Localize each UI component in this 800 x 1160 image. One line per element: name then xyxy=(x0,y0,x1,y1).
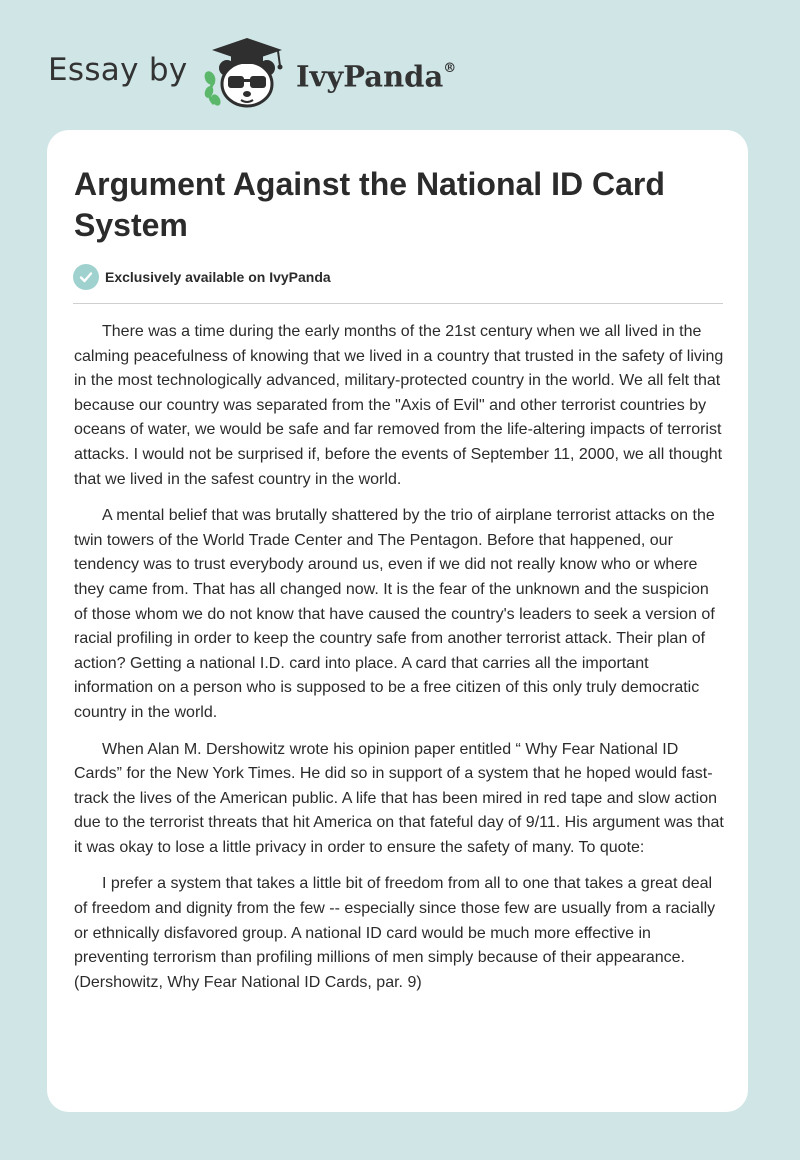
brand-name-text: IvyPanda xyxy=(296,59,444,94)
paragraph: A mental belief that was brutally shattered by the trio of airplane terrorist attacks on the twin towers of the World Trade Center and The Pentagon. Before that happened, our tendency was to trust everybody around us, even if we did not really know who or where they came from. That has all changed now. It is the fear of the unknown and the suspicion of those whom we do not know that have caused the country's leaders to seek a version of racial profiling in order to keep the country safe from another terrorist attack. Their plan of action? Getting a national I.D. card into place. A card that carries all the important information on a person who is supposed to be a free citizen of this only truly democratic country in the world. xyxy=(74,507,715,721)
page-title: Argument Against the National ID Card System xyxy=(74,166,665,243)
exclusive-badge xyxy=(73,263,331,291)
essay-by-label: Essay by xyxy=(48,52,188,88)
panda-graduate-logo-icon[interactable] xyxy=(200,34,292,110)
exclusive-badge-text: Exclusively available on IvyPanda xyxy=(105,269,331,285)
article-body xyxy=(74,320,726,1007)
divider xyxy=(73,303,723,304)
check-icon xyxy=(73,264,99,290)
essay-card xyxy=(47,130,748,1112)
paragraph: There was a time during the early months of the 21st century when we all lived in the calming peacefulness of knowing that we lived in a country that trusted in the safety of living in the most technologically advanced, military-protected country in the world. We all felt that because our country was separated from the "Axis of Evil" and other terrorist countries by oceans of water, we would be safe and far removed from the life-altering impacts of terrorist attacks. I would not be surprised if, before the events of September 11, 2000, we all thought that we lived in the safest country in the world. xyxy=(74,323,724,488)
quote-paragraph: I prefer a system that takes a little bit of freedom from all to one that takes a great deal of freedom and dignity from the few -- especially since those few are usually from a racially or ethnically disfavored group. A national ID card would be much more effective in preventing terrorism than profiling millions of men simply because of their appearance.(Dershowitz, Why Fear National ID Cards, par. 9) xyxy=(74,875,716,991)
registered-mark: ® xyxy=(443,61,457,76)
paragraph: When Alan M. Dershowitz wrote his opinion paper entitled “ Why Fear National ID Cards” for the New York Times. He did so in support of a system that he hoped would fast-track the lives of the American public. A life that has been mired in red tape and slow action due to the terrorist threats that hit America on that fateful day of 9/11. His argument was that it was okay to lose a little privacy in order to ensure the safety of many. To quote: xyxy=(74,740,724,856)
brand-name xyxy=(296,55,456,95)
site-header xyxy=(0,0,800,130)
